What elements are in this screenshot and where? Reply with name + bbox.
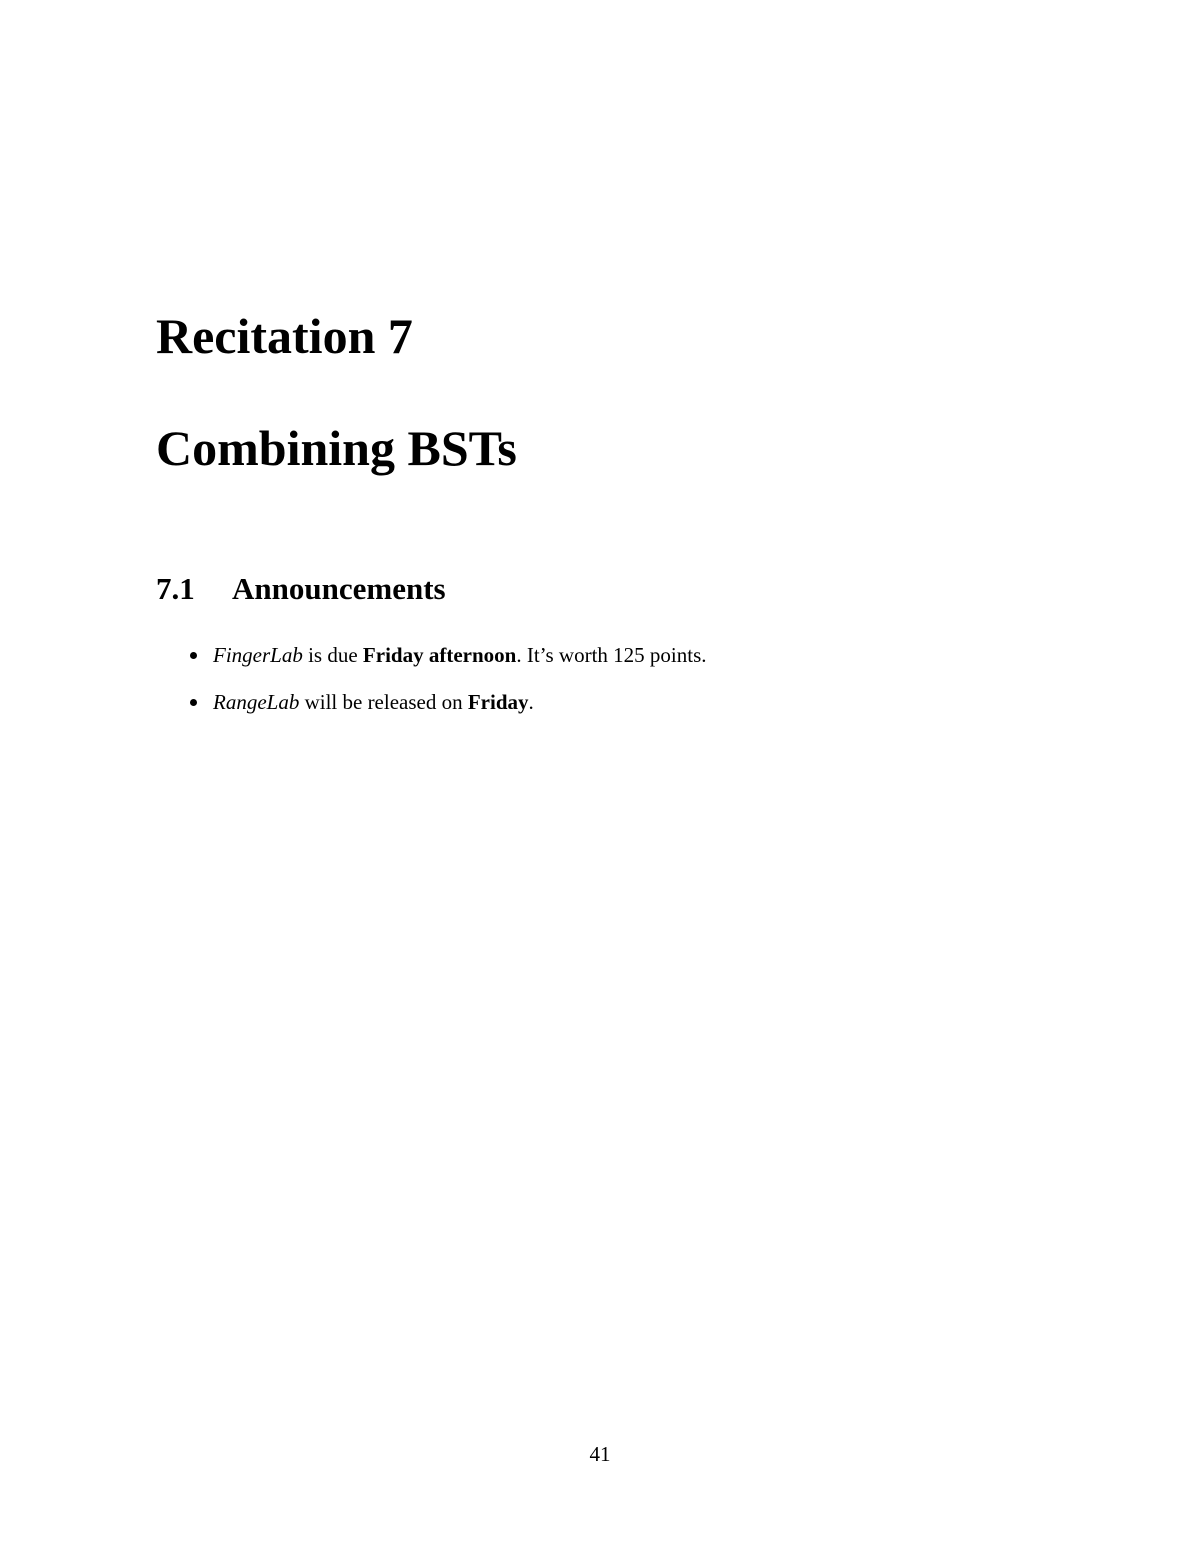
announcement-text-end: . It’s worth 125 points. <box>516 643 707 667</box>
bullet-icon <box>190 699 197 706</box>
section-title: Announcements <box>232 571 446 606</box>
recitation-label: Recitation 7 <box>156 308 413 364</box>
section-number: 7.1 <box>156 571 195 606</box>
section-heading <box>156 569 446 609</box>
announcement-emphasis: Friday <box>467 690 529 714</box>
announcement-text-end: . <box>528 690 534 714</box>
list-item <box>190 685 707 719</box>
list-item <box>190 638 707 672</box>
bullet-icon <box>190 652 197 659</box>
chapter-title: Combining BSTs <box>156 420 517 476</box>
page-number: 41 <box>589 1442 611 1466</box>
announcement-emphasis: Friday afternoon <box>362 643 517 667</box>
announcement-text: will be released on <box>299 690 468 714</box>
lab-name: FingerLab <box>213 643 303 667</box>
announcement-list <box>190 638 707 732</box>
lab-name: RangeLab <box>213 690 300 714</box>
announcement-text: is due <box>302 643 363 667</box>
